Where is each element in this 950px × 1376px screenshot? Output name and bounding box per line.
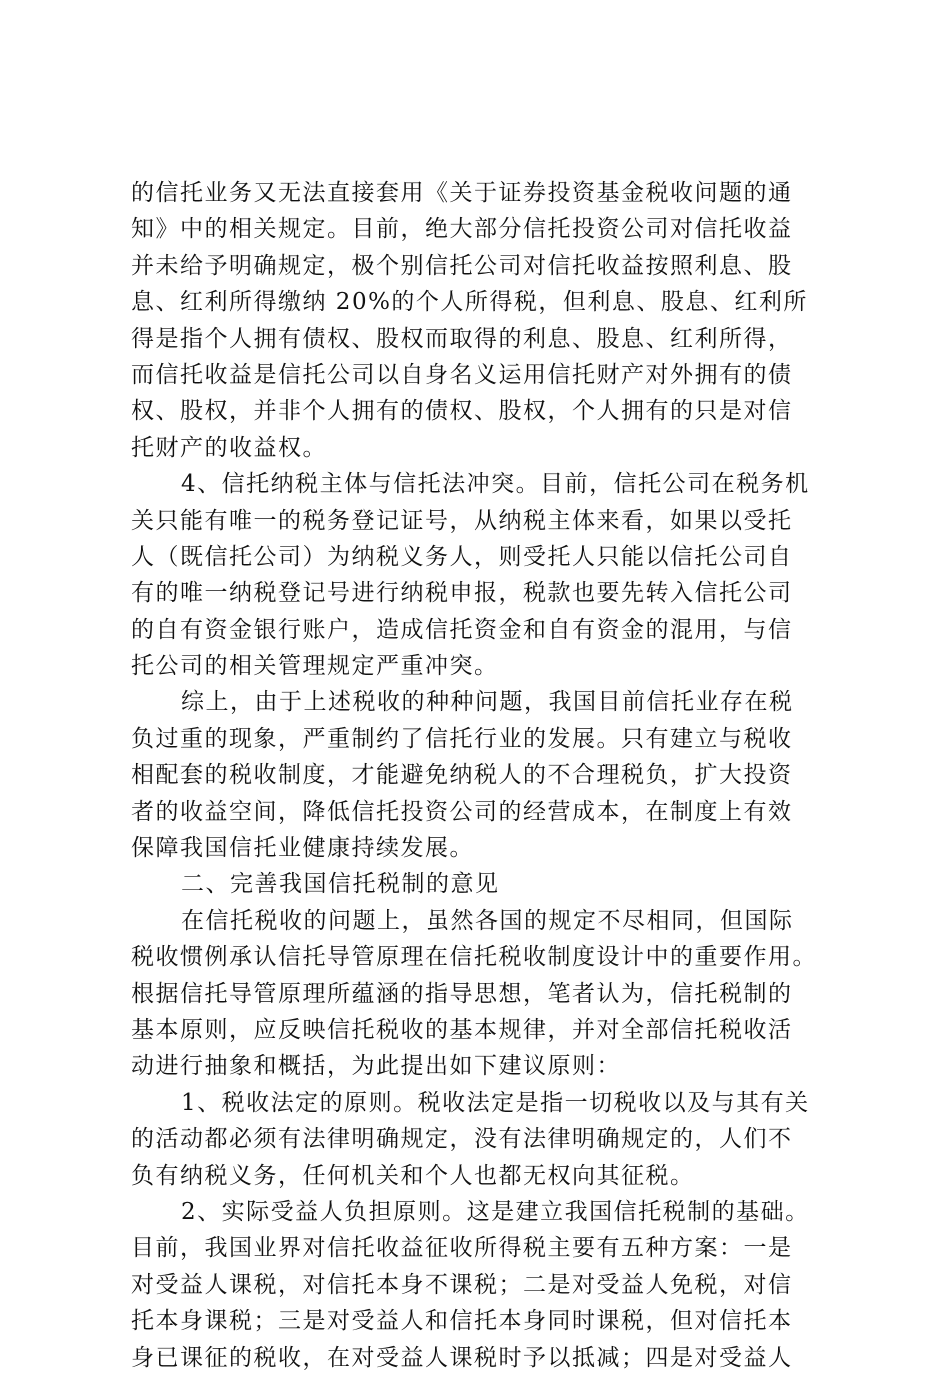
text-line: 综上，由于上述税收的种种问题，我国目前信托业存在税 — [181, 689, 794, 716]
text-line: 目前，我国业界对信托收益征收所得税主要有五种方案：一是 — [131, 1235, 793, 1262]
text-line: 关只能有唯一的税务登记证号，从纳税主体来看，如果以受托 — [131, 507, 793, 534]
text-line: 而信托收益是信托公司以自身名义运用信托财产对外拥有的债 — [131, 361, 793, 388]
text-line: 1、税收法定的原则。税收法定是指一切税收以及与其有关 — [181, 1089, 810, 1116]
document-body-text — [131, 175, 831, 1376]
text-line: 负有纳税义务，任何机关和个人也都无权向其征税。 — [131, 1162, 695, 1189]
text-line: 得是指个人拥有债权、股权而取得的利息、股息、红利所得， — [131, 325, 793, 352]
text-line: 税收惯例承认信托导管原理在信托税收制度设计中的重要作用。 — [131, 944, 817, 971]
text-line: 权、股权，并非个人拥有的债权、股权，个人拥有的只是对信 — [131, 398, 793, 425]
text-line: 托公司的相关管理规定严重冲突。 — [131, 653, 499, 680]
text-line: 相配套的税收制度，才能避免纳税人的不合理税负，扩大投资 — [131, 762, 793, 789]
text-line: 的信托业务又无法直接套用《关于证券投资基金税收问题的通 — [131, 180, 793, 206]
text-line: 身已课征的税收，在对受益人课税时予以抵减；四是对受益人 — [131, 1344, 793, 1371]
text-line: 息、红利所得缴纳 20%的个人所得税，但利息、股息、红利所 — [131, 289, 808, 316]
text-line: 二、完善我国信托税制的意见 — [181, 871, 500, 898]
text-line: 根据信托导管原理所蕴涵的指导思想，笔者认为，信托税制的 — [131, 980, 793, 1007]
text-line: 负过重的现象，严重制约了信托行业的发展。只有建立与税收 — [131, 725, 793, 752]
text-line: 在信托税收的问题上，虽然各国的规定不尽相同，但国际 — [181, 907, 794, 934]
text-line: 动进行抽象和概括，为此提出如下建议原则： — [131, 1053, 621, 1080]
text-line: 的活动都必须有法律明确规定，没有法律明确规定的，人们不 — [131, 1126, 793, 1153]
text-line: 的自有资金银行账户，造成信托资金和自有资金的混用，与信 — [131, 616, 793, 643]
text-line: 有的唯一纳税登记号进行纳税申报，税款也要先转入信托公司 — [131, 580, 793, 607]
text-line: 保障我国信托业健康持续发展。 — [131, 835, 474, 862]
text-line: 2、实际受益人负担原则。这是建立我国信托税制的基础。 — [181, 1198, 810, 1225]
text-line: 4、信托纳税主体与信托法冲突。目前，信托公司在税务机 — [181, 471, 810, 498]
text-line: 基本原则，应反映信托税收的基本规律，并对全部信托税收活 — [131, 1016, 793, 1043]
text-line: 知》中的相关规定。目前，绝大部分信托投资公司对信托收益 — [131, 216, 793, 243]
text-line: 人（既信托公司）为纳税义务人，则受托人只能以信托公司自 — [131, 543, 793, 570]
text-line: 托本身课税；三是对受益人和信托本身同时课税，但对信托本 — [131, 1308, 793, 1335]
text-line: 对受益人课税，对信托本身不课税；二是对受益人免税，对信 — [131, 1271, 793, 1298]
text-line: 并未给予明确规定，极个别信托公司对信托收益按照利息、股 — [131, 252, 793, 279]
text-line: 者的收益空间，降低信托投资公司的经营成本，在制度上有效 — [131, 798, 793, 825]
text-line: 托财产的收益权。 — [131, 434, 327, 461]
